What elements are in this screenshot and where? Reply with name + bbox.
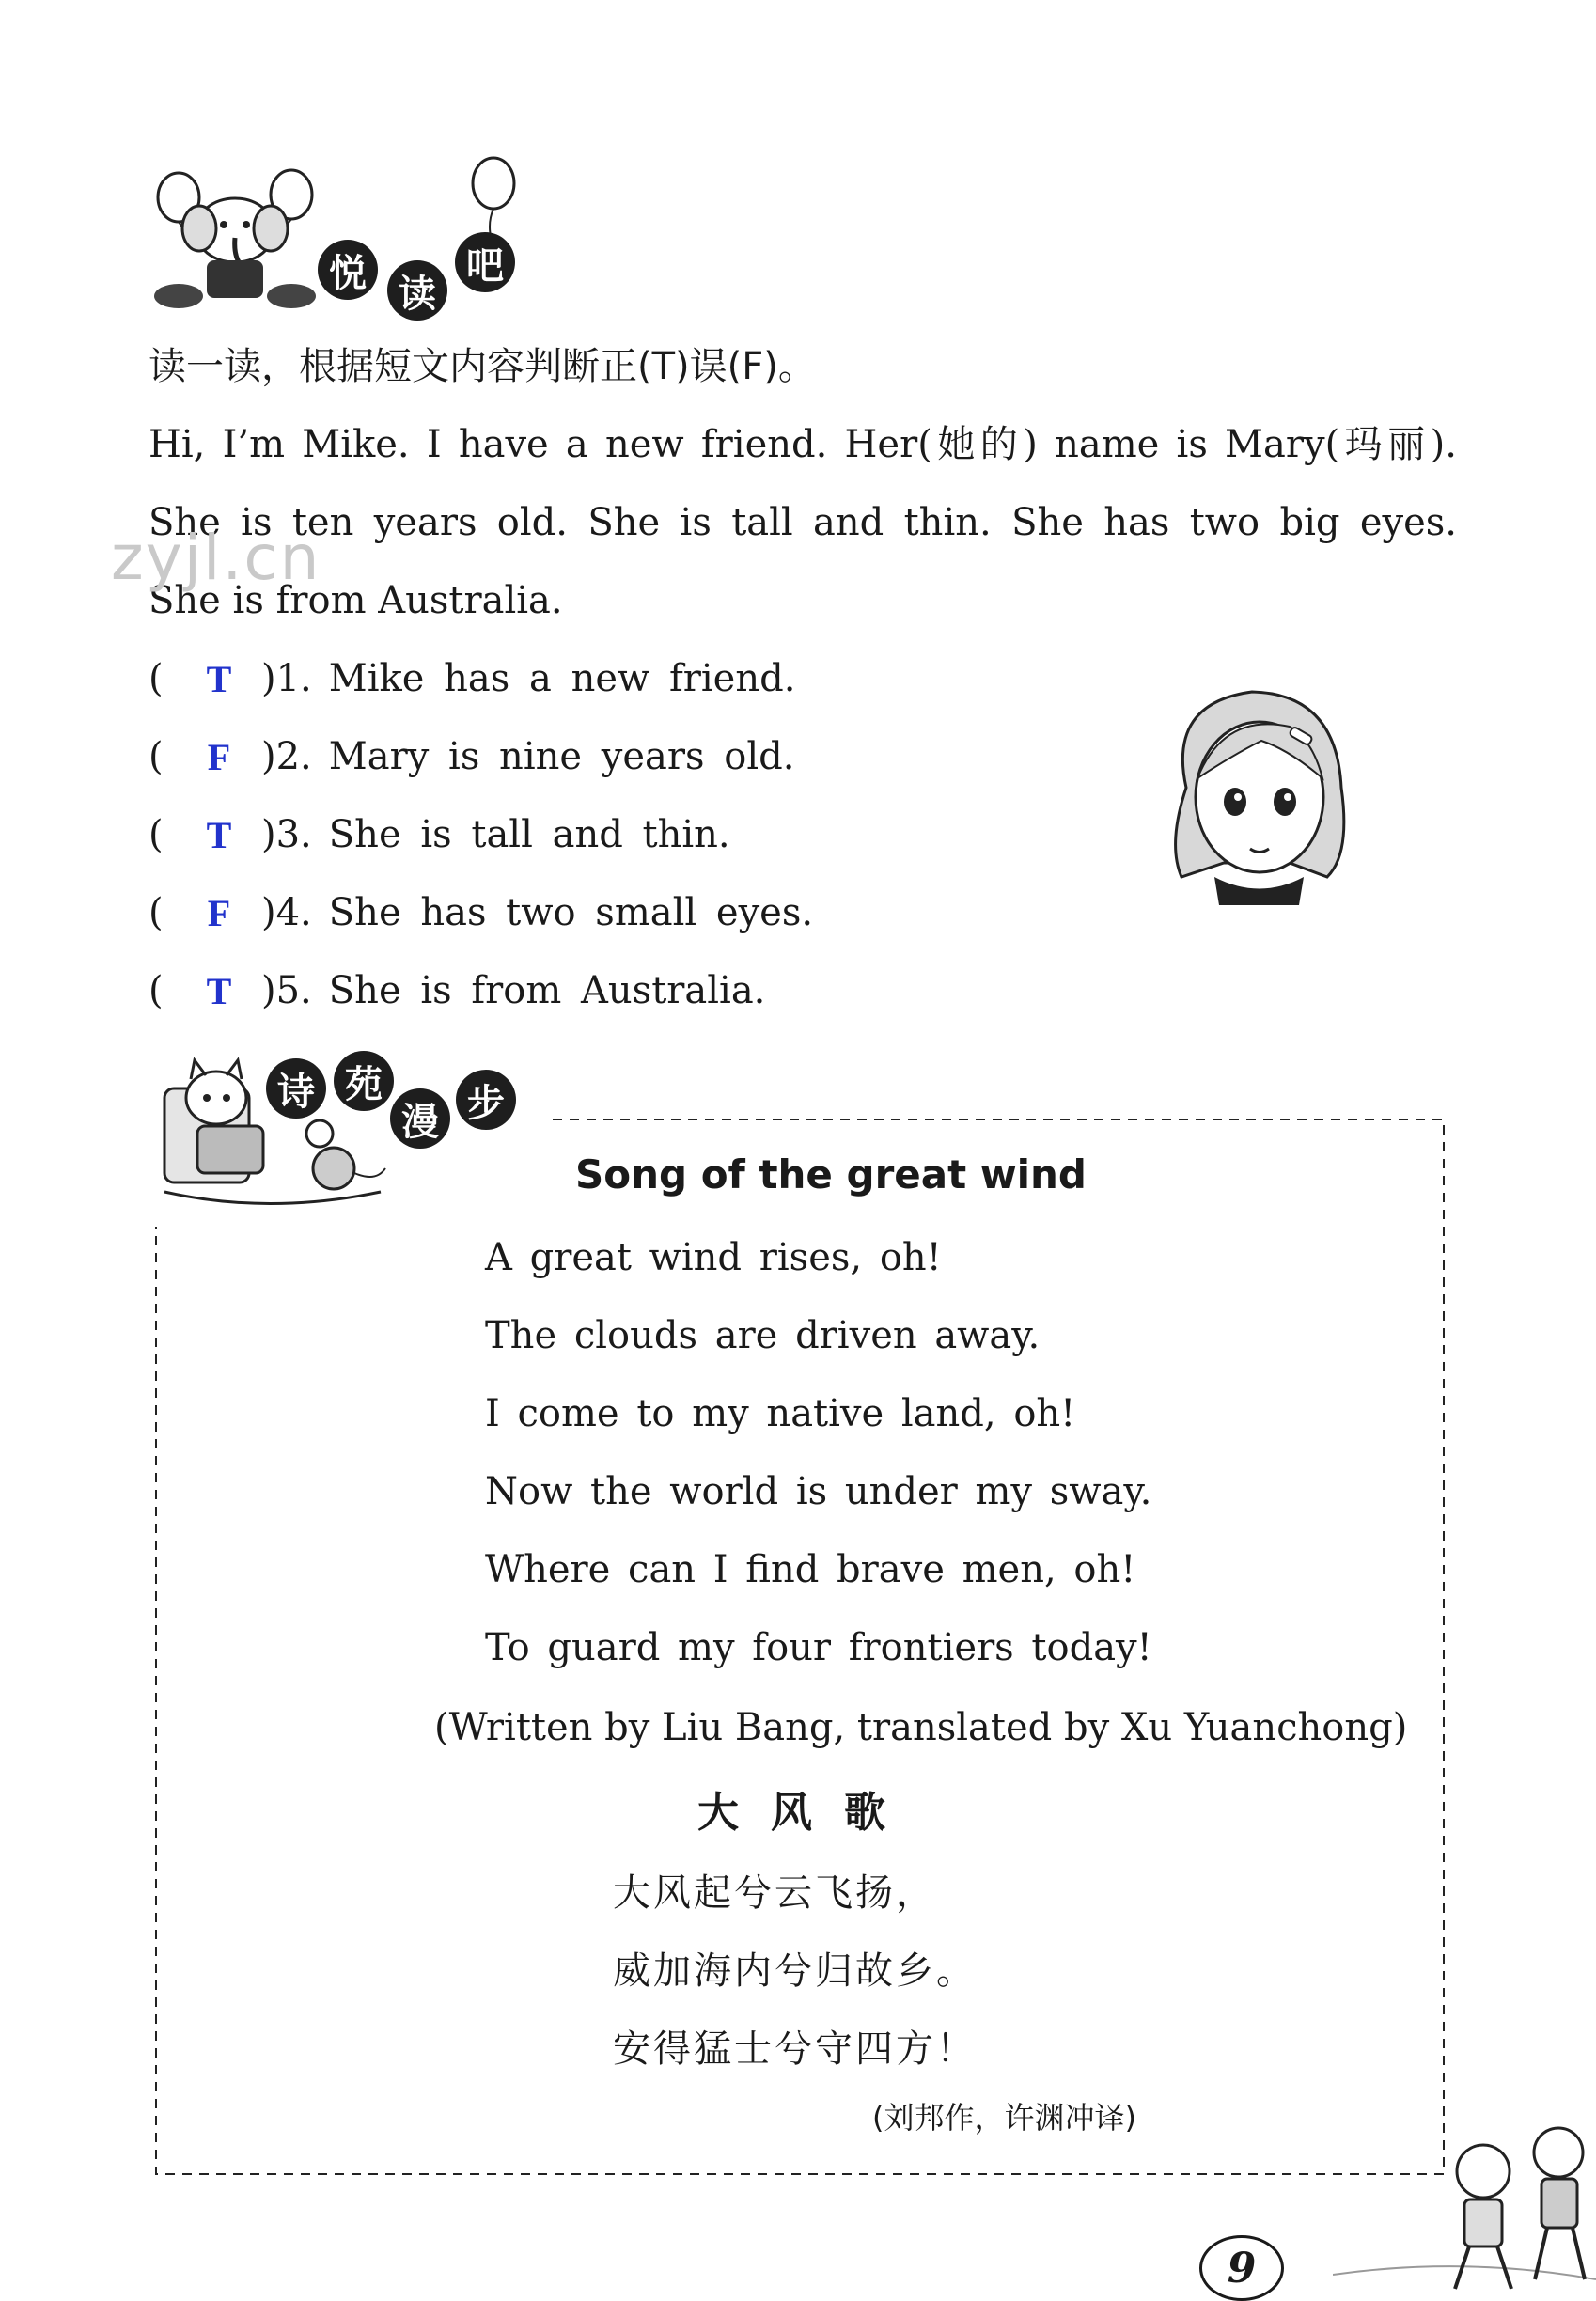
question-number: )1. <box>261 657 312 700</box>
chinese-poem-line: 大风起兮云飞扬， <box>613 1871 936 1915</box>
answer-value: T <box>206 813 232 856</box>
question-row <box>149 963 765 1019</box>
question-text: She is tall and thin. <box>328 813 730 856</box>
poem-line: Now the world is under my sway. <box>485 1470 1152 1513</box>
open-paren: ( <box>149 969 164 1012</box>
elephant-balloon-icon <box>150 155 357 320</box>
open-paren: ( <box>149 735 164 778</box>
passage-line: Hi, I’m Mike. I have a new friend. Her(她的) name is Mary(玛丽). <box>149 423 1457 466</box>
question-text: Mike has a new friend. <box>328 657 796 700</box>
open-paren: ( <box>149 813 164 856</box>
page-number: 9 <box>1199 2235 1284 2301</box>
chinese-poem-title: 大风歌 <box>697 1789 917 1837</box>
question-text: She has two small eyes. <box>328 891 814 934</box>
header-char-4: 步 <box>456 1070 516 1130</box>
question-number: )5. <box>261 969 312 1012</box>
poem-credit: (Written by Liu Bang, translated by Xu Yuanchong) <box>434 1706 1408 1749</box>
poetry-section-header <box>146 1051 559 1211</box>
question-row <box>149 806 730 863</box>
poem-line: I come to my native land, oh! <box>485 1392 1076 1435</box>
open-paren: ( <box>149 891 164 934</box>
header-char-1: 悦 <box>318 240 378 300</box>
answer-value: F <box>207 735 231 778</box>
chinese-poem-credit: (刘邦作，许渊冲译) <box>872 2100 1136 2136</box>
instruction-text: 读一读，根据短文内容判断正(T)误(F)。 <box>149 345 816 388</box>
passage-line: She is ten years old. She is tall and thin. She has two big eyes. <box>149 501 1457 544</box>
running-kids-illustration <box>1333 2115 1596 2299</box>
reading-section-header <box>150 155 526 320</box>
answer-value: T <box>206 657 232 700</box>
reading-passage <box>149 406 1457 640</box>
girl-portrait-illustration <box>1149 675 1365 910</box>
poem-title: Song of the great wind <box>575 1151 1087 1197</box>
answer-value: T <box>206 969 232 1012</box>
question-row <box>149 650 795 707</box>
question-number: )4. <box>261 891 312 934</box>
header-char-3: 漫 <box>390 1088 450 1149</box>
answer-value: F <box>207 891 231 934</box>
question-number: )2. <box>261 735 312 778</box>
question-row <box>149 884 813 941</box>
chinese-poem-line: 安得猛士兮守四方！ <box>613 2027 977 2071</box>
poem-line: To guard my four frontiers today! <box>485 1626 1152 1669</box>
open-paren: ( <box>149 657 164 700</box>
header-char-3: 吧 <box>455 232 515 292</box>
poem-line: A great wind rises, oh! <box>485 1236 942 1279</box>
poem-line: Where can I find brave men, oh! <box>485 1548 1136 1591</box>
passage-line: She is from Australia. <box>149 579 563 622</box>
question-row <box>149 728 794 785</box>
header-char-2: 苑 <box>334 1051 394 1111</box>
question-text: She is from Australia. <box>328 969 766 1012</box>
header-char-2: 读 <box>387 260 447 321</box>
question-number: )3. <box>261 813 312 856</box>
poem-line: The clouds are driven away. <box>485 1314 1041 1357</box>
chinese-poem-line: 威加海内兮归故乡。 <box>613 1949 977 1993</box>
watermark: zyjl.cn <box>111 522 321 594</box>
header-char-1: 诗 <box>266 1058 326 1119</box>
question-text: Mary is nine years old. <box>328 735 795 778</box>
